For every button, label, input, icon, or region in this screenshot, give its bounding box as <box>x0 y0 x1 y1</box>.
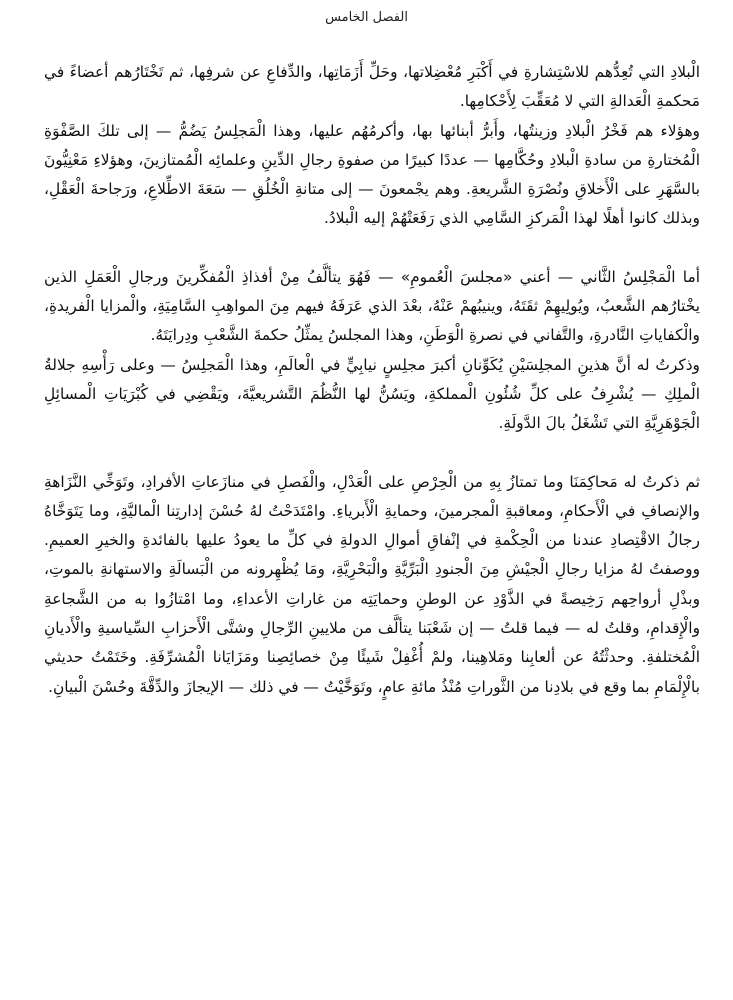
paragraph: وذكرتُ له أنَّ هذينِ المجلِسَيْنِ يُكَوِّنانِ أكبرَ مجلِسٍ نيابِيٍّ في الْعالَمِ، وهذا الْمَجلِسُ — وعلى رَأْسِهِ جلالةُ الْملِكِ — يُشْرِفُ على كلِّ شُئُونِ الْمملكةِ، ويَسُنُّ لها النُّظُمَ التَّشريعيَّةَ، ويَقْضِي في كُبْرَيَاتِ الْمسائِلِ الْجَوْهَرِيَّةِ التي تَشْغَلُ بالَ الدَّولَةِ. <box>44 355 700 433</box>
paragraph: ثم ذكرتُ له مَحاكِمَنَا وما تمتازُ بِهِ من الْحِرْصِ على الْعَدْلِ، والْفَصلِ في منازَعاتِ الأفرادِ، وتَوَخِّي النَّزَاهةِ والإنصافِ في الْأَحكامِ، ومعاقبةِ الْمجرمينَ، وحمايةِ الْأَبرياءِ. وامْتَدَحْتُ لهُ حُسْنَ إدارتِنا الْماليَّةِ، وما يَتَوَخَّاهُ رجالُ الاقْتِصادِ عندنا من الْحِكْمةِ في إنْفاقِ أموالِ الدولةِ في كلِّ ما يعودُ عليها بالفائدةِ والخيرِ العميمِ. ووصفتُ لهُ مزايا رجالِ الْجيْشِ مِنَ الْجنودِ الْبَرِّيَّةِ والْبَحْرِيَّةِ، ومَا يُظْهِرونه من الْبَسالَةِ والاستهانةِ بالموتِ، وبذْلِ أرواحِهم رَخِيصةً في الذَّوْدِ عن الوطنِ وحمايَتِه من غاراتِ الأعداءِ، وما امْتازُوا به من الشَّجاعةِ والْإِقدامِ، وقلتُ له — فيما قلتُ — إن شَعْبَنا يتألَّف من ملايينِ الرِّجالِ وشتَّى الْأَحزابِ السِّياسيةِ والْأَديانِ الْمُختلفةِ. وحدثْتُهُ عن ألعابِنا ومَلاهِينا، ولمْ أُغْفِلْ شَيئًا مِنْ خصائِصِنا ومَزَايَانا الْمُشرِّفَةِ. وخَتَمْتُ حديثي بالْإِلْمَامِ بما وقع في بلادِنا من الثَّوراتِ مُنْذُ مائةِ عامٍ، وتَوَخَّيْتُ — في ذلك — الإيجازَ والدِّقَّةَ وحُسْنَ الْبيانِ. <box>44 472 700 696</box>
chapter-header: الفصل الخامس <box>325 10 408 25</box>
paragraph: الْبلادِ التي تُعِدُّهم للاسْتِشارةِ في أَكْبَرِ مُعْضِلاتها، وحَلِّ أَزَمَاتِها، والدِّفاعِ عن شرفِها، ثم تَخْتَارُهم أعضاءً في مَحكمةِ الْعَدالةِ التي لا مُعَقِّبَ لِأَحْكامِها. <box>44 63 700 111</box>
paragraph-gap <box>44 234 700 263</box>
paragraph-gap <box>44 439 700 468</box>
paragraph: وهؤلاء هم فَخْرُ الْبلادِ وزينتُها، وأَبرُّ أبنائها بها، وأكرمُهُم عليها، وهذا الْمَجلِسُ يَضُمُّ — إلى تلكَ الصَّفْوَةِ الْمُختارةِ من سادةِ الْبلادِ وحُكَّامِها — عددًا كبيرًا من صفوةِ رجالِ الدِّينِ وعلمائِه الْمُمتازينَ، وهؤلاءِ مَعْنِيُّونَ بالسَّهَرِ على الْأَخلاقِ ونُصْرَةِ الشَّريعةِ. وهم يجْمعونَ — إلى متانةِ الْخُلُقِ — سَعَةَ الاطِّلاعِ، ورَجاحةَ الْعَقْلِ، وبذلك كانوا أهلًا لهذا الْمَركزِ السَّامِي الذي رَفَعَتْهُمْ إليه الْبلادُ. <box>44 121 700 228</box>
page-body <box>44 58 700 702</box>
paragraph: أما الْمَجْلِسُ الثَّاني — أعني «مجلسَ الْعُمومِ» — فَهُوَ يتألَّفُ مِنْ أفذاذِ الْمُفكِّرينَ ورجالِ الْعَمَلِ الذين يخْتارُهم الشَّعبُ، ويُولِيهِمْ ثقَتَهُ، وينيبُهمْ عَنْهُ، بعْدَ الذي عَرَفَهُ فيهم مِنَ المواهِبِ السَّامِيَةِ، والْمزايا الْفريدةِ، والْكفاياتِ النَّادرةِ، والتَّفاني في نصرةِ الْوَطَنِ، وهذا المجلسُ يمثِّلُ حكمةَ الشَّعْبِ ودِرايَتَهُ. <box>44 267 700 345</box>
